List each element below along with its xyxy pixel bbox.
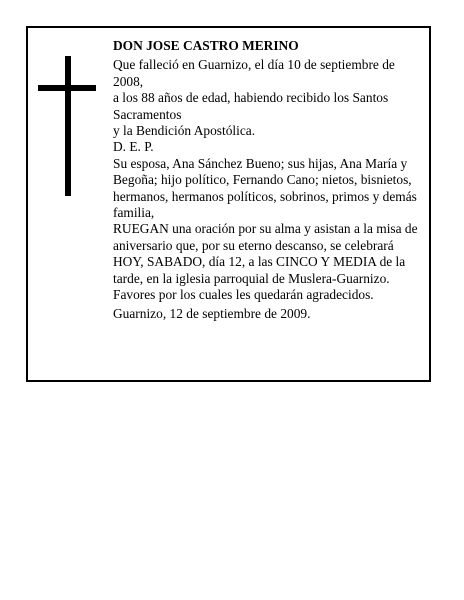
mass-request-paragraph: RUEGAN una oración por su alma y asistan a la misa de aniversario que, por su eterno descanso, se celebrará HOY, SABADO, día 12, a las CINCO Y MEDIA de la tarde, en la iglesia parroquial de Muslera-Guarnizo. [113,221,418,286]
blessing-line: y la Bendición Apostólica. [113,123,256,139]
rip-line: D. E. P. [113,139,154,155]
thanks-line: Favores por los cuales les quedarán agradecidos. [113,287,374,303]
family-paragraph: Su esposa, Ana Sánchez Bueno; sus hijas, Ana María y Begoña; hijo político, Fernando Cano; nietos, bisnietos, hermanos, hermanos políticos, sobrinos, primos y demás familia, [113,155,417,221]
place-date-line: Guarnizo, 12 de septiembre de 2009. [113,305,311,321]
obituary-text-block [113,38,421,322]
death-statement: Que falleció en Guarnizo, el día 10 de septiembre de 2008, [113,57,395,89]
deceased-name-heading: DON JOSE CASTRO MERINO [113,38,299,53]
cross-horizontal-bar [38,85,96,91]
cross-vertical-bar [65,56,71,196]
age-sacraments-line: a los 88 años de edad, habiendo recibido los Santos Sacramentos [113,90,389,122]
